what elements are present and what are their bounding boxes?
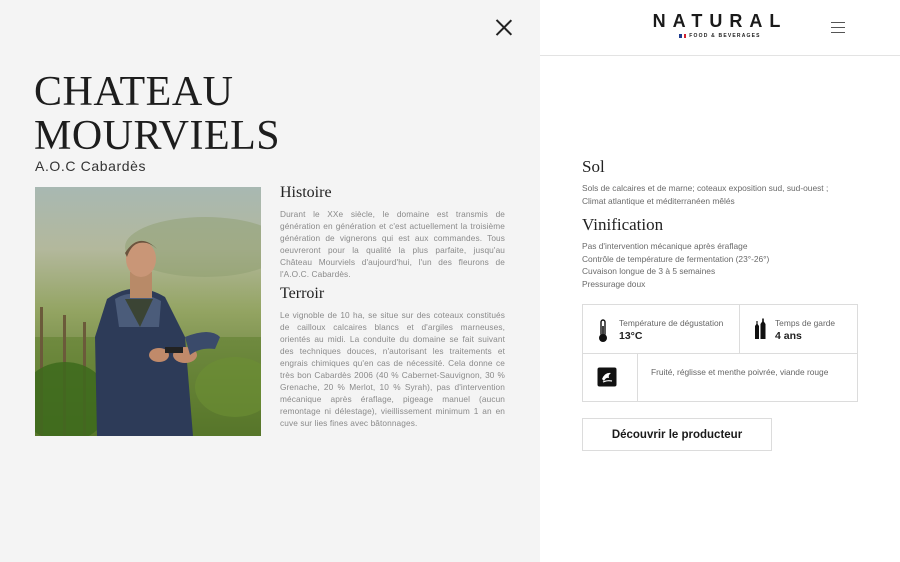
- garde-info: [775, 318, 835, 342]
- sol-line: Climat atlantique et méditerranéen mêlés: [582, 195, 735, 206]
- sol-body: [582, 182, 862, 207]
- vinification-line: Pas d'intervention mécanique après éraflage: [582, 241, 748, 251]
- garde-label: Temps de garde: [775, 318, 836, 328]
- aroma-description: Fruité, réglisse et menthe poivrée, viande rouge: [651, 367, 829, 377]
- vinification-line: Cuvaison longue de 3 à 5 semaines: [582, 266, 716, 277]
- product-title-line1: CHATEAU: [34, 69, 234, 115]
- tasting-info-grid: [582, 304, 858, 402]
- histoire-section: [280, 184, 505, 280]
- sol-line: Sols de calcaires et de marne; coteaux exposition sud, sud-ouest ;: [582, 183, 829, 193]
- temperature-label: Température de dégustation: [619, 318, 724, 328]
- product-title: [34, 70, 280, 158]
- brand-name: NATURAL: [652, 11, 788, 31]
- vinification-title: Vinification: [582, 215, 664, 234]
- brand-logo[interactable]: [652, 11, 788, 39]
- vinification-line: Contrôle de température de fermentation (23°-26°): [582, 253, 770, 264]
- brand-tagline: FOOD & BEVERAGES: [689, 33, 761, 39]
- garde-value: 4 ans: [775, 330, 802, 342]
- temperature-value: 13°C: [619, 330, 643, 342]
- vinification-line: Pressurage doux: [582, 279, 646, 290]
- terroir-title: Terroir: [280, 285, 325, 302]
- french-flag-icon: [679, 34, 686, 38]
- vinification-section: [582, 215, 862, 291]
- product-info-panel: [540, 0, 900, 562]
- site-header: [540, 0, 900, 56]
- temperature-info: [619, 318, 723, 342]
- thermometer-icon: [597, 319, 609, 343]
- sol-title: Sol: [582, 157, 605, 176]
- wine-bottles-icon: [753, 318, 767, 340]
- discover-producer-button[interactable]: Découvrir le producteur: [582, 418, 772, 451]
- sol-section: [582, 157, 862, 207]
- appellation: A.O.C Cabardès: [35, 158, 147, 174]
- terroir-section: [280, 285, 505, 429]
- terroir-body: Le vignoble de 10 ha, se situe sur des coteaux constitués de cailloux calcaires blancs et d'argiles marneuses, orientés au midi. La conduite du domaine se fait suivant des techniques douces, n'autorisant les traitements et engrais chimiques qu'en cas de nécessité. Cela donne ce très bon Cabardès 2006 (40 % Cabernet-Sauvignon, 30 % Grenache, 20 % Merlot, 10 % Syrah), pas d'intervention mécanique après éraflage, pigeage manuel (aucun remontage ni délestage), vieillissement minimum 1 an en cuve sur lies fines avec bâtonnages.: [280, 310, 505, 428]
- brand-tagline-row: [652, 33, 788, 39]
- winemaker-photo: [35, 187, 261, 436]
- close-icon[interactable]: [494, 18, 514, 38]
- product-title-line2: MOURVIELS: [34, 113, 281, 159]
- hamburger-menu-icon[interactable]: [831, 22, 845, 33]
- histoire-body: Durant le XXe siècle, le domaine est transmis de génération en génération et c'est actuellement la troisième génération de vignerons qui est aux commandes. Tous oeuvreront pour la qualité la plus parfaite, jusqu'au Château Mourviels d'aujourd'hui, l'un des fleurons de l'A.O.C. Cabardès.: [280, 209, 505, 279]
- aroma-icon: [597, 367, 617, 387]
- histoire-title: Histoire: [280, 184, 332, 201]
- vinification-body: [582, 240, 862, 291]
